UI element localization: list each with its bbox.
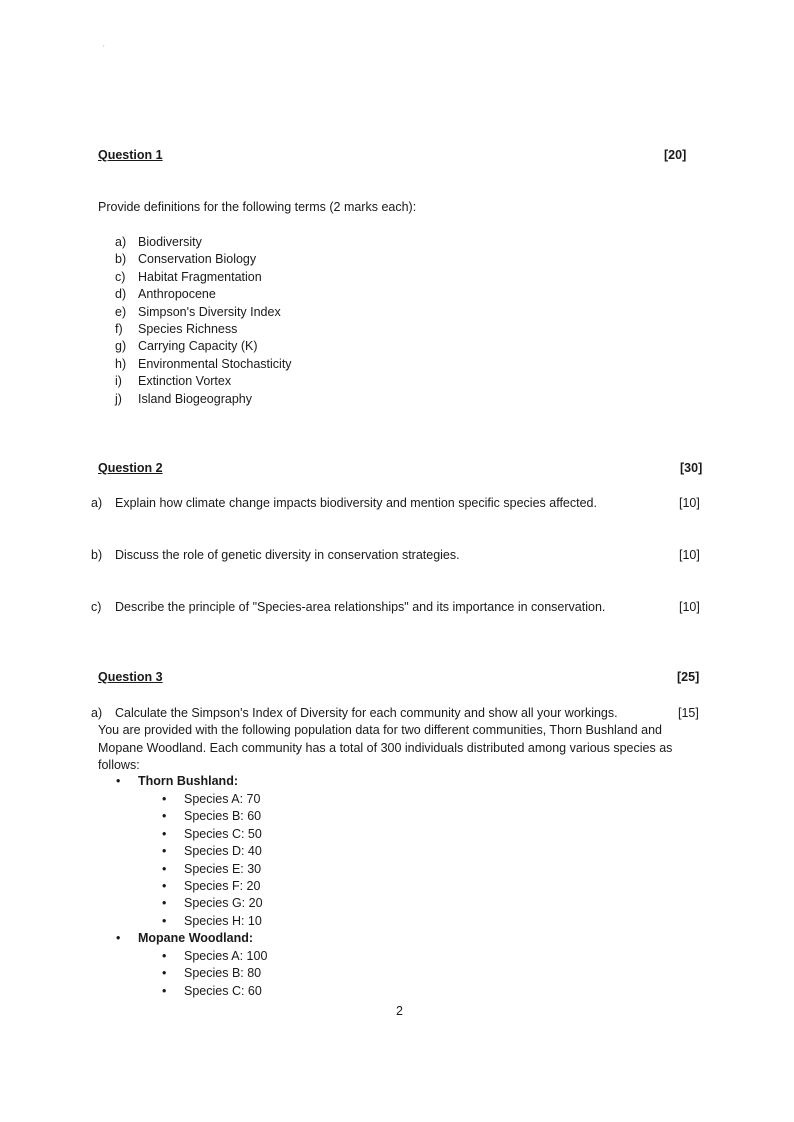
term-item <box>115 287 216 301</box>
question-1-title: Question 1 <box>98 148 163 162</box>
bullet-icon: • <box>162 879 167 893</box>
species-item <box>162 984 262 998</box>
species-item <box>162 827 262 841</box>
term-letter: g) <box>115 339 127 354</box>
question-2-part-text: Explain how climate change impacts biodiversity and mention specific species affected. <box>115 496 597 510</box>
species-count: Species F: 20 <box>184 879 261 893</box>
bullet-icon: • <box>162 966 167 981</box>
question-1-marks: [20] <box>664 148 687 162</box>
term-text: Extinction Vortex <box>138 374 232 389</box>
term-letter: f) <box>115 322 123 336</box>
species-count: Species D: 40 <box>184 844 262 859</box>
question-2-part-marks: [10] <box>679 600 700 614</box>
question-2-part-letter: c) <box>91 600 102 614</box>
species-count: Species H: 10 <box>184 913 262 928</box>
term-text: Carrying Capacity (K) <box>138 339 258 354</box>
species-count: Species B: 60 <box>184 809 262 824</box>
species-item <box>162 949 267 963</box>
bullet-icon: • <box>162 844 167 859</box>
species-count: Species C: 60 <box>184 983 262 998</box>
bullet-icon: • <box>162 809 167 824</box>
question-2-part-letter: b) <box>91 548 103 562</box>
term-text: Island Biogeography <box>138 391 252 406</box>
species-item <box>162 844 262 858</box>
question-2-part-marks: [10] <box>679 548 700 562</box>
species-item <box>162 792 260 806</box>
bullet-icon: • <box>116 774 121 788</box>
scan-mark: ′ <box>103 44 105 53</box>
question-2-marks: [30] <box>680 461 703 475</box>
term-letter: i) <box>115 374 122 389</box>
question-3a-letter: a) <box>91 706 103 720</box>
question-3a-description: You are provided with the following population data for two different communities, Thorn Bushland and Mopane Woodland. Each community has a total of 300 individuals distributed among various species as follows: <box>98 723 673 772</box>
bullet-icon: • <box>162 896 167 911</box>
species-count: Species G: 20 <box>184 896 263 911</box>
question-2-part-text: Describe the principle of "Species-area relationships" and its importance in conservation. <box>115 600 606 614</box>
term-text: Environmental Stochasticity <box>138 356 292 371</box>
community-item <box>116 774 238 788</box>
term-letter: e) <box>115 304 127 319</box>
question-3a-marks: [15] <box>678 706 699 720</box>
species-count: Species A: 70 <box>184 792 261 806</box>
term-text: Anthropocene <box>138 287 216 302</box>
term-item <box>115 322 237 336</box>
term-text: Biodiversity <box>138 235 202 249</box>
species-item <box>162 809 261 823</box>
community-item <box>116 931 253 945</box>
term-letter: h) <box>115 356 127 371</box>
bullet-icon: • <box>162 792 167 806</box>
bullet-icon: • <box>162 913 167 928</box>
term-item <box>115 305 281 319</box>
bullet-icon: • <box>162 826 167 841</box>
question-3-title: Question 3 <box>98 670 163 684</box>
bullet-icon: • <box>116 931 121 945</box>
question-2-part-marks: [10] <box>679 496 700 510</box>
species-item <box>162 896 263 910</box>
question-3a-text: Calculate the Simpson's Index of Diversity for each community and show all your workings. <box>115 706 618 720</box>
term-item <box>115 392 252 406</box>
term-letter: a) <box>115 235 127 249</box>
species-count: Species E: 30 <box>184 861 262 876</box>
species-item <box>162 862 261 876</box>
term-text: Habitat Fragmentation <box>138 269 262 284</box>
term-text: Species Richness <box>138 322 238 336</box>
species-item <box>162 966 261 980</box>
term-letter: c) <box>115 269 126 284</box>
question-1-intro: Provide definitions for the following terms (2 marks each): <box>98 200 417 214</box>
community-name: Mopane Woodland: <box>138 931 254 945</box>
term-text: Conservation Biology <box>138 252 257 267</box>
term-item <box>115 235 202 249</box>
species-item <box>162 879 260 893</box>
term-item <box>115 270 262 284</box>
community-name: Thorn Bushland: <box>138 774 238 788</box>
species-count: Species C: 50 <box>184 826 262 841</box>
bullet-icon: • <box>162 949 167 963</box>
term-letter: j) <box>115 391 122 406</box>
page-number: 2 <box>396 1004 403 1018</box>
species-item <box>162 914 262 928</box>
term-letter: b) <box>115 252 127 267</box>
term-item <box>115 357 292 371</box>
term-item <box>115 339 257 353</box>
question-2-part-letter: a) <box>91 496 103 510</box>
term-item <box>115 252 256 266</box>
question-2-part-text: Discuss the role of genetic diversity in conservation strategies. <box>115 548 460 562</box>
species-count: Species A: 100 <box>184 949 268 963</box>
term-item <box>115 374 231 388</box>
question-3-marks: [25] <box>677 670 700 684</box>
term-text: Simpson's Diversity Index <box>138 304 281 319</box>
bullet-icon: • <box>162 983 167 998</box>
bullet-icon: • <box>162 861 167 876</box>
species-count: Species B: 80 <box>184 966 262 981</box>
question-2-title: Question 2 <box>98 461 163 475</box>
term-letter: d) <box>115 287 127 302</box>
